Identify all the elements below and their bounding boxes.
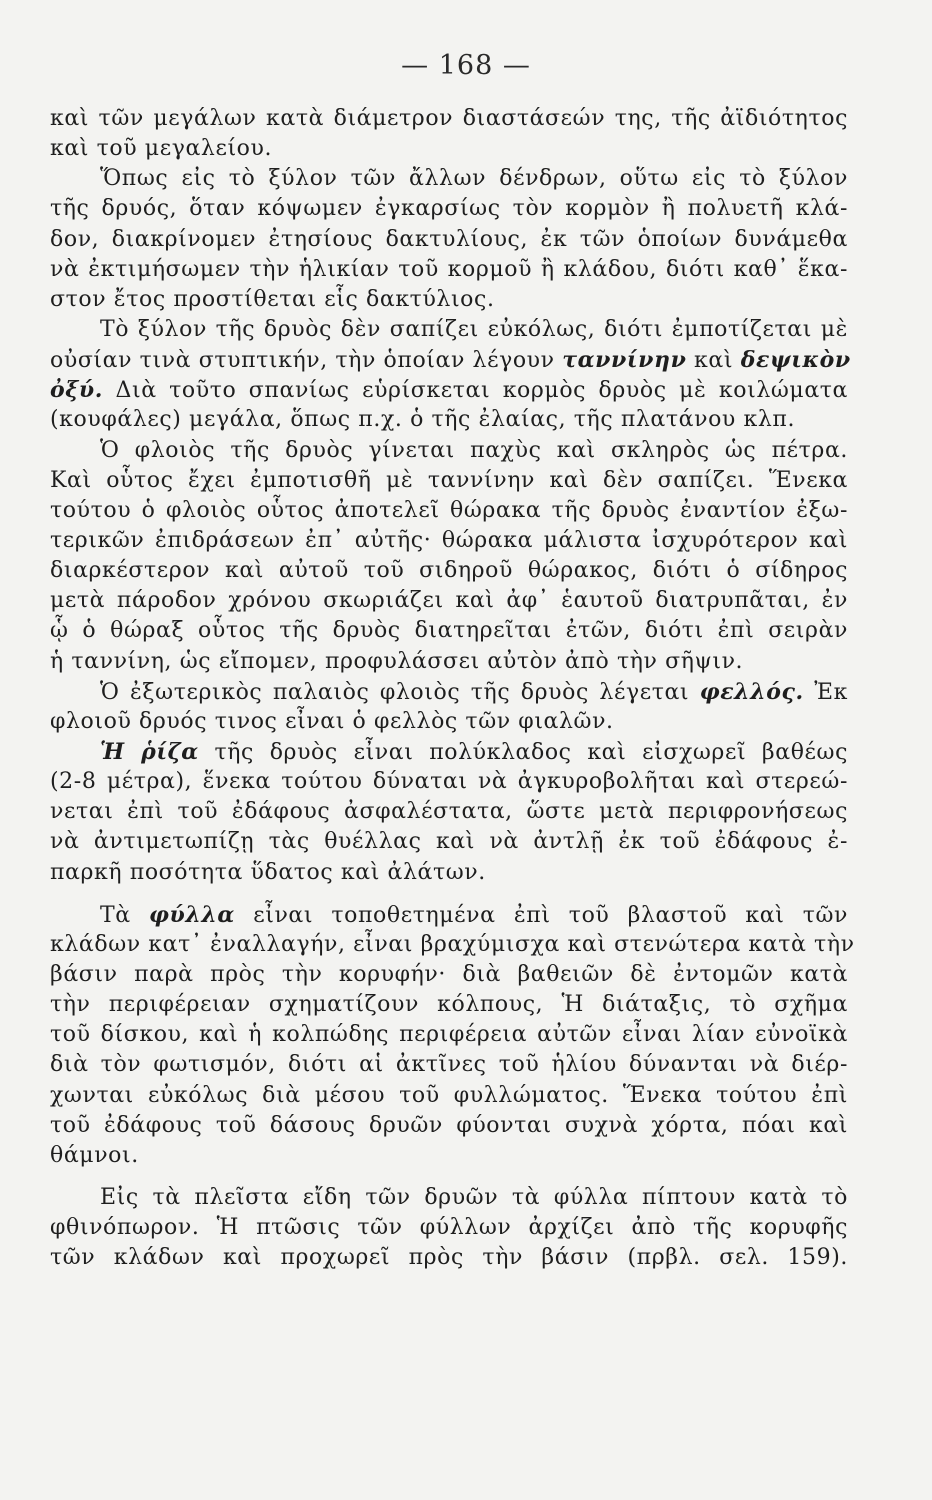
text-line — [50, 556, 848, 586]
text-line — [50, 345, 851, 375]
text-line — [50, 586, 848, 616]
text-line — [50, 1141, 848, 1171]
line-text: μετὰ πάροδον χρόνου σκωριάζει καὶ ἀφ᾿ ἑαυτοῦ διατρυπᾶται, ἐν — [50, 588, 848, 614]
text-line — [50, 104, 848, 134]
text-line — [50, 194, 848, 224]
text-line — [50, 647, 848, 677]
text-line — [50, 526, 848, 556]
text-line — [50, 797, 848, 827]
line-text: παρκῆ ποσότητα ὕδατος καὶ ἀλάτων. — [50, 859, 486, 885]
emphasis-text: δεψικὸν — [740, 347, 851, 374]
text-line — [50, 827, 848, 857]
text-line — [50, 616, 848, 646]
text-line — [50, 496, 848, 526]
emphasis-text: φύλλα — [149, 901, 235, 928]
text-line — [50, 1183, 848, 1213]
text-line — [50, 436, 848, 466]
text-line — [50, 255, 848, 285]
line-text: διὰ τὸν φωτισμόν, διότι αἱ ἀκτῖνες τοῦ ἡλίου δύνανται νὰ διέρ- — [50, 1052, 848, 1078]
line-text: φθινόπωρον. Ἡ πτῶσις τῶν φύλλων ἀρχίζει ἀπὸ τῆς κορυφῆς — [50, 1215, 848, 1241]
page-number: — 168 — — [401, 50, 531, 81]
line-text: Εἰς τὰ πλεῖστα εἴδη τῶν δρυῶν τὰ φύλλα πίπτουν κατὰ τὸ — [100, 1184, 848, 1210]
line-text: (2-8 μέτρα), ἕνεκα τούτου δύναται νὰ ἀγκυροβολῆται καὶ στερεώ- — [50, 769, 848, 795]
text-line — [50, 375, 848, 405]
line-text: φλοιοῦ δρυός τινος εἶναι ὁ φελλὸς τῶν φιαλῶν. — [50, 708, 614, 734]
line-text: τούτου ὁ φλοιὸς οὗτος ἀποτελεῖ θώρακα τῆς δρυὸς ἐναντίον ἐξω- — [50, 497, 848, 523]
text-line — [50, 737, 848, 767]
emphasis-text: ταννίνην — [562, 347, 687, 374]
text-line — [50, 134, 848, 164]
line-text: Τὰ — [100, 902, 131, 928]
line-text: τὴν περιφέρειαν σχηματίζουν κόλπους, Ἡ διάταξις, τὸ σχῆμα — [50, 992, 848, 1018]
text-line — [50, 677, 848, 707]
text-line — [50, 960, 848, 990]
text-line — [50, 930, 855, 960]
line-text: δον, διακρίνομεν ἐτησίους δακτυλίους, ἐκ τῶν ὁποίων δυνάμεθα — [50, 226, 848, 252]
line-text: χωνται εὐκόλως διὰ μέσου τοῦ φυλλώματος. Ἕνεκα τούτου ἐπὶ — [50, 1082, 848, 1108]
text-line — [50, 164, 848, 194]
text-line — [50, 707, 848, 737]
line-text: καὶ τῶν μεγάλων κατὰ διάμετρον διαστάσεών της, τῆς ἀϊδιότητος — [50, 106, 848, 131]
line-text: Τὸ ξύλον τῆς δρυὸς δὲν σαπίζει εὐκόλως, διότι ἐμποτίζεται μὲ — [100, 316, 848, 342]
line-text: Διὰ τοῦτο σπανίως εὑρίσκεται κορμὸς δρυὸς μὲ κοιλώματα — [115, 378, 848, 404]
text-line — [50, 1111, 848, 1141]
line-text: (κουφάλες) μεγάλα, ὅπως π.χ. ὁ τῆς ἐλαίας, τῆς πλατάνου κλπ. — [50, 407, 796, 433]
line-text: Ὁ ἐξωτερικὸς παλαιὸς φλοιὸς τῆς δρυὸς λέγεται — [100, 679, 690, 705]
line-text: τοῦ δίσκου, καὶ ἡ κολπώδης περιφέρεια αὐτῶν εἶναι λίαν εὐνοϊκὰ — [50, 1022, 848, 1048]
line-text: βάσιν παρὰ πρὸς τὴν κορυφήν· διὰ βαθειῶν δὲ ἐντομῶν κατὰ — [50, 961, 848, 987]
text-line — [50, 1213, 848, 1243]
text-line — [50, 1050, 848, 1080]
emphasis-text: φελλός. — [699, 678, 804, 705]
line-text: νὰ ἀντιμετωπίζῃ τὰς θυέλλας καὶ νὰ ἀντλῇ ἐκ τοῦ ἐδάφους ἐ- — [50, 829, 848, 855]
line-text: νὰ ἐκτιμήσωμεν τὴν ἡλικίαν τοῦ κορμοῦ ἢ κλάδου, διότι καθ᾿ ἕκα- — [50, 256, 848, 282]
text-line — [50, 405, 848, 435]
line-text: στον ἔτος προστίθεται εἷς δακτύλιος. — [50, 286, 495, 312]
body-text — [50, 104, 855, 1273]
line-text: διαρκέστερον καὶ αὐτοῦ τοῦ σιδηροῦ θώρακος, διότι ὁ σίδηρος — [50, 558, 848, 584]
text-line — [50, 900, 848, 930]
line-text: ἡ ταννίνη, ὡς εἴπομεν, προφυλάσσει αὐτὸν ἀπὸ τὴν σῆψιν. — [50, 648, 744, 674]
line-text: θάμνοι. — [50, 1142, 139, 1168]
line-text: τῶν κλάδων καὶ προχωρεῖ πρὸς τὴν βάσιν (πρβλ. σελ. 159). — [50, 1245, 848, 1271]
line-text: Καὶ οὗτος ἔχει ἐμποτισθῆ μὲ ταννίνην καὶ δὲν σαπίζει. Ἕνεκα — [50, 467, 848, 493]
text-line — [50, 767, 848, 797]
line-text: Ὁ φλοιὸς τῆς δρυὸς γίνεται παχὺς καὶ σκληρὸς ὡς πέτρα. — [100, 437, 848, 463]
line-text: κλάδων κατ᾿ ἐναλλαγήν, εἶναι βραχύμισχα καὶ στενώτερα κατὰ τὴν — [50, 931, 855, 957]
text-line — [50, 1020, 848, 1050]
line-text: καὶ — [694, 348, 734, 374]
text-line — [50, 466, 848, 496]
line-text: τῆς δρυός, ὅταν κόψωμεν ἐγκαρσίως τὸν κορμὸν ἢ πολυετῆ κλά- — [50, 196, 848, 222]
emphasis-text: Ἡ ῥίζα — [100, 738, 199, 765]
emphasis-text: ὀξύ. — [50, 377, 104, 404]
line-text: Ὅπως εἰς τὸ ξύλον τῶν ἄλλων δένδρων, οὕτω εἰς τὸ ξύλον — [100, 166, 848, 192]
line-text: τερικῶν ἐπιδράσεων ἐπ᾿ αὐτῆς· θώρακα μάλιστα ἰσχυρότερον καὶ — [50, 527, 848, 553]
text-line — [50, 225, 848, 255]
text-line — [50, 1243, 848, 1273]
line-text: τῆς δρυὸς εἶναι πολύκλαδος καὶ εἰσχωρεῖ βαθέως — [214, 739, 849, 765]
line-text: Ἐκ — [814, 679, 849, 705]
text-line — [50, 315, 848, 345]
line-text: τοῦ ἐδάφους τοῦ δάσους δρυῶν φύονται συχνὰ χόρτα, πόαι καὶ — [50, 1112, 848, 1138]
line-text: εἶναι τοποθετημένα ἐπὶ τοῦ βλαστοῦ καὶ τῶν — [253, 902, 849, 928]
text-line — [50, 285, 848, 315]
line-text: οὐσίαν τινὰ στυπτικήν, τὴν ὁποίαν λέγουν — [50, 348, 555, 374]
text-line — [50, 1081, 848, 1111]
text-line — [50, 990, 848, 1020]
line-text: καὶ τοῦ μεγαλείου. — [50, 136, 273, 162]
text-line — [50, 858, 848, 888]
line-text: νεται ἐπὶ τοῦ ἐδάφους ἀσφαλέστατα, ὥστε μετὰ περιφρονήσεως — [50, 799, 848, 825]
line-text: ᾧ ὁ θώραξ οὗτος τῆς δρυὸς διατηρεῖται ἐτῶν, διότι ἐπὶ σειρὰν — [50, 618, 848, 644]
